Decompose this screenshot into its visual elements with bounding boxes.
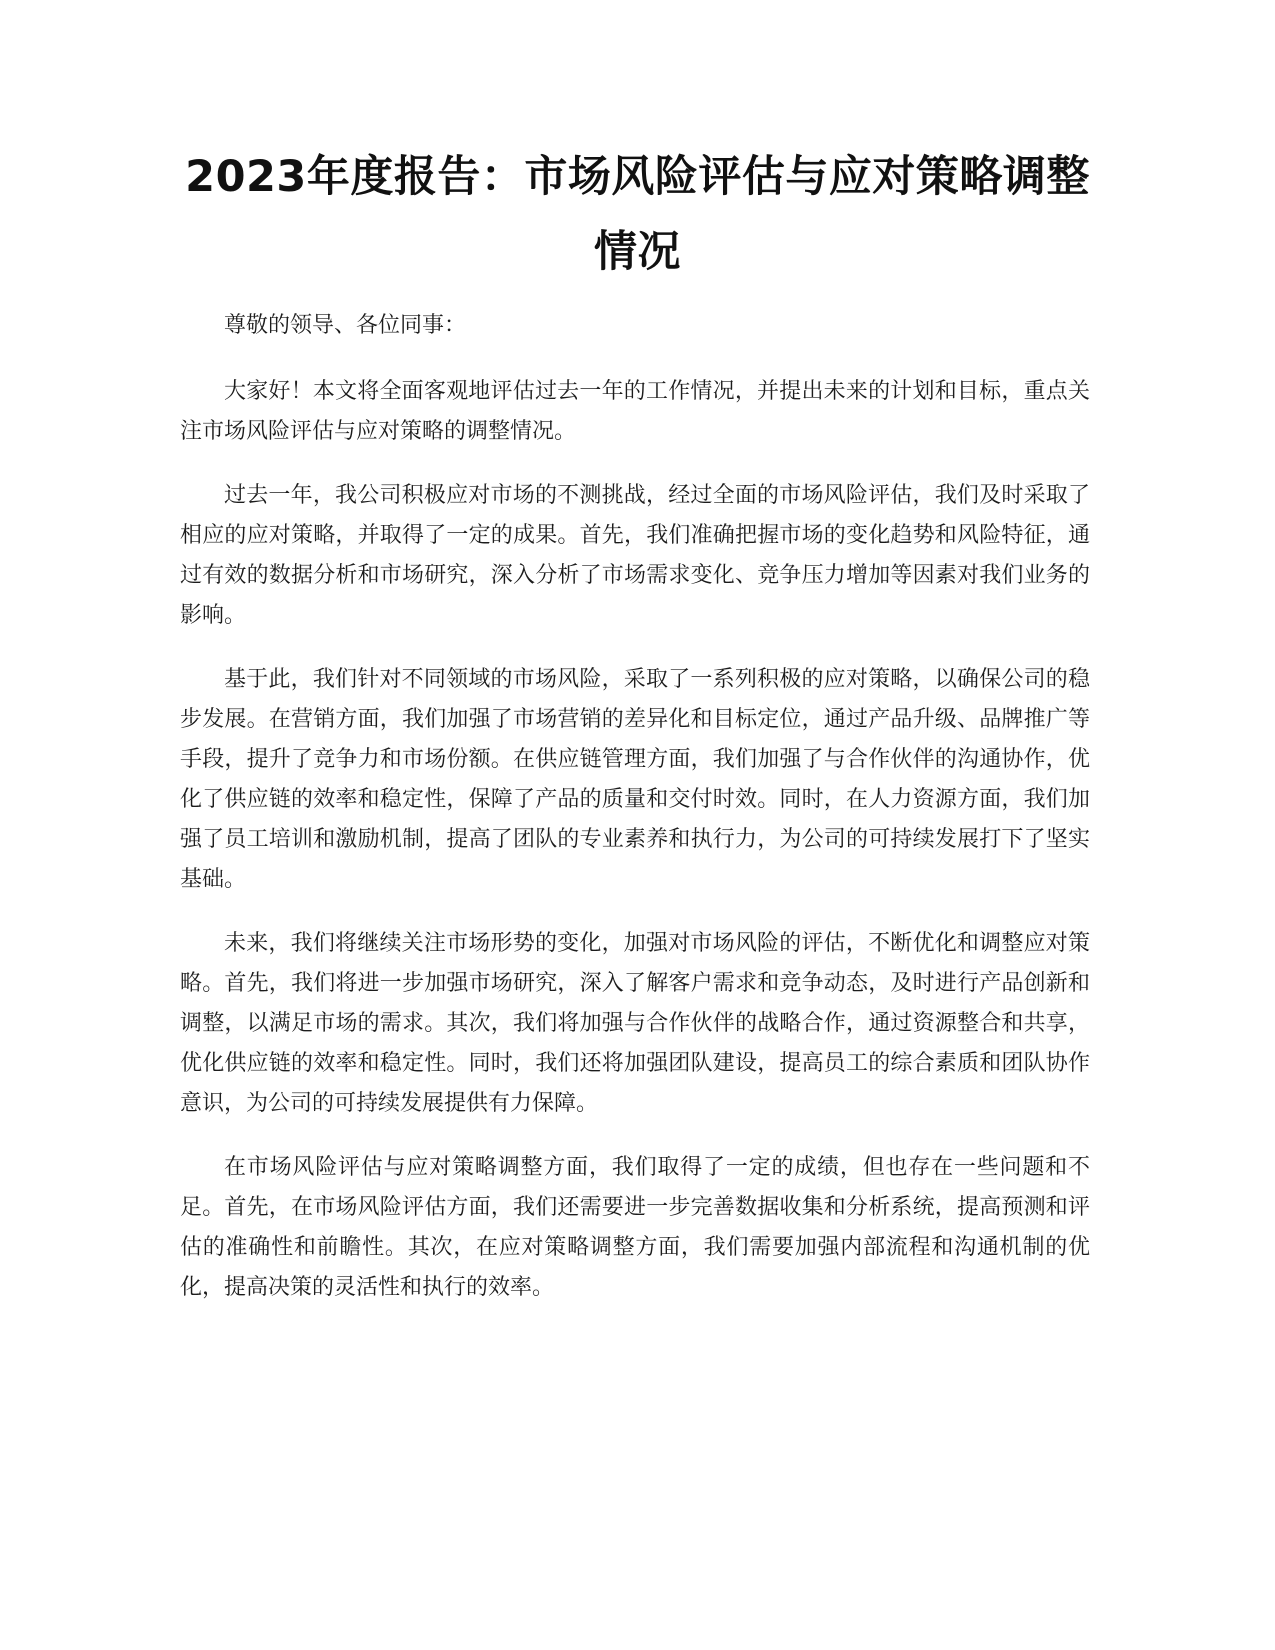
document-body	[180, 306, 1090, 1332]
document-title: 2023年度报告：市场风险评估与应对策略调整情况	[185, 152, 1090, 277]
paragraph-shortcomings: 在市场风险评估与应对策略调整方面，我们取得了一定的成绩，但也存在一些问题和不足。首先，在市场风险评估方面，我们还需要进一步完善数据收集和分析系统，提高预测和评估的准确性和前瞻性。其次，在应对策略调整方面，我们需要加强内部流程和沟通机制的优化，提高决策的灵活性和执行的效率。	[180, 1155, 1090, 1300]
salutation: 尊敬的领导、各位同事：	[224, 313, 467, 338]
paragraph-strategies: 基于此，我们针对不同领域的市场风险，采取了一系列积极的应对策略，以确保公司的稳步发展。在营销方面，我们加强了市场营销的差异化和目标定位，通过产品升级、品牌推广等手段，提升了竞争力和市场份额。在供应链管理方面，我们加强了与合作伙伴的沟通协作，优化了供应链的效率和稳定性，保障了产品的质量和交付时效。同时，在人力资源方面，我们加强了员工培训和激励机制，提高了团队的专业素养和执行力，为公司的可持续发展打下了坚实基础。	[180, 667, 1090, 892]
paragraph-future: 未来，我们将继续关注市场形势的变化，加强对市场风险的评估，不断优化和调整应对策略。首先，我们将进一步加强市场研究，深入了解客户需求和竞争动态，及时进行产品创新和调整，以满足市场的需求。其次，我们将加强与合作伙伴的战略合作，通过资源整合和共享，优化供应链的效率和稳定性。同时，我们还将加强团队建设，提高员工的综合素质和团队协作意识，为公司的可持续发展提供有力保障。	[180, 931, 1090, 1116]
paragraph-intro: 大家好！本文将全面客观地评估过去一年的工作情况，并提出未来的计划和目标，重点关注市场风险评估与应对策略的调整情况。	[180, 379, 1090, 444]
paragraph-past-year: 过去一年，我公司积极应对市场的不测挑战，经过全面的市场风险评估，我们及时采取了相应的应对策略，并取得了一定的成果。首先，我们准确把握市场的变化趋势和风险特征，通过有效的数据分析和市场研究，深入分析了市场需求变化、竞争压力增加等因素对我们业务的影响。	[180, 483, 1090, 628]
